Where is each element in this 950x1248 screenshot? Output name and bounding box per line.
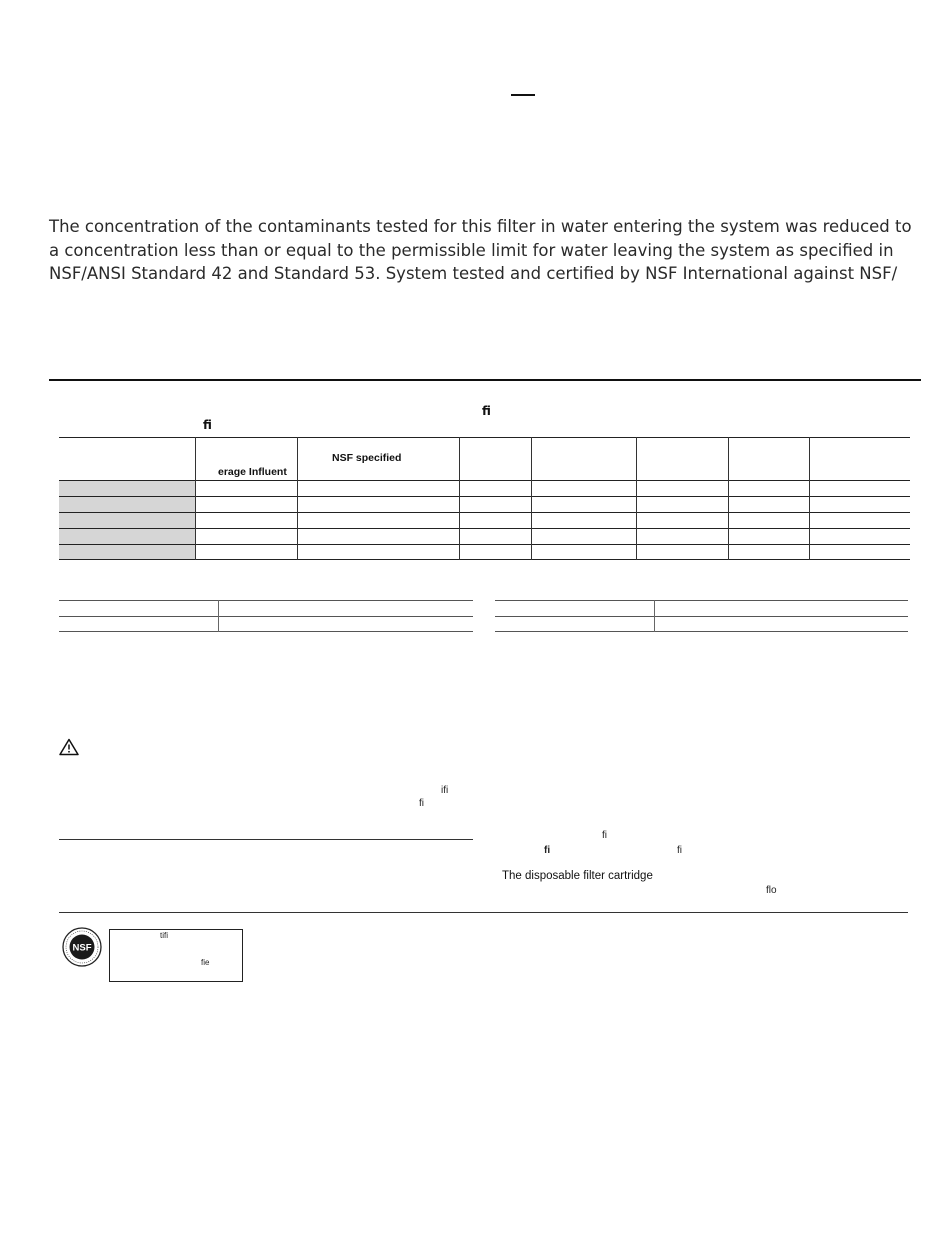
table-column-divider bbox=[218, 600, 219, 632]
table-row-label-cell bbox=[59, 480, 195, 496]
warning-triangle-icon bbox=[59, 738, 79, 756]
table-column-divider bbox=[654, 600, 655, 632]
table-border bbox=[495, 631, 908, 632]
table-row-label-cell bbox=[59, 545, 195, 559]
fragment-fi: fi bbox=[677, 845, 682, 856]
fragment-fi: fi bbox=[419, 798, 424, 809]
table-border bbox=[59, 437, 910, 438]
table-border bbox=[59, 496, 910, 497]
table-column-divider bbox=[636, 437, 637, 560]
table-header: NSF specified bbox=[332, 452, 402, 464]
table-column-divider bbox=[195, 437, 196, 560]
nsf-certified-seal-icon bbox=[62, 927, 102, 967]
fragment-fie: fie bbox=[201, 958, 210, 967]
table-border bbox=[59, 512, 910, 513]
fragment-flo: flo bbox=[766, 885, 777, 896]
fragment-ifi: ifi bbox=[441, 785, 449, 796]
divider bbox=[59, 912, 908, 913]
table-border bbox=[495, 600, 908, 601]
table-border bbox=[495, 616, 908, 617]
performance-table bbox=[59, 437, 910, 560]
section-rule bbox=[49, 379, 921, 381]
table-header: erage Influent bbox=[218, 466, 287, 478]
table-border bbox=[59, 559, 910, 560]
cartridge-text: The disposable filter cartridge bbox=[502, 870, 653, 882]
fragment-fi: fi bbox=[544, 845, 551, 856]
table-row-label-cell bbox=[59, 529, 195, 544]
header-dash bbox=[511, 94, 535, 96]
summary-table-left bbox=[59, 600, 473, 632]
divider bbox=[59, 839, 473, 840]
table-column-divider bbox=[531, 437, 532, 560]
table-row-label-cell bbox=[59, 513, 195, 528]
table-column-divider bbox=[809, 437, 810, 560]
table-row-label-cell bbox=[59, 497, 195, 512]
summary-table-right bbox=[495, 600, 908, 632]
svg-text:NSF: NSF bbox=[72, 942, 92, 954]
table-border bbox=[59, 480, 910, 481]
table-border bbox=[59, 631, 473, 632]
nsf-info-box bbox=[109, 929, 243, 982]
fragment-tifi: tifi bbox=[160, 931, 168, 940]
table-border bbox=[59, 528, 910, 529]
table-column-divider bbox=[459, 437, 460, 560]
intro-paragraph: The concentration of the contaminants tested for this filter in water entering the system was reduced to a concentration less than or equal to the permissible limit for water leaving the system as specified in NSF/ANSI Standard 42 and Standard 53. System tested and certified by NSF International against NSF/ bbox=[49, 217, 912, 283]
fragment-fi: fi bbox=[203, 418, 212, 432]
table-column-divider bbox=[728, 437, 729, 560]
table-border bbox=[59, 600, 473, 601]
table-border bbox=[59, 544, 910, 545]
table-column-divider bbox=[297, 437, 298, 560]
fragment-fi: fi bbox=[482, 404, 491, 418]
table-border bbox=[59, 616, 473, 617]
fragment-fi: fi bbox=[602, 830, 607, 841]
